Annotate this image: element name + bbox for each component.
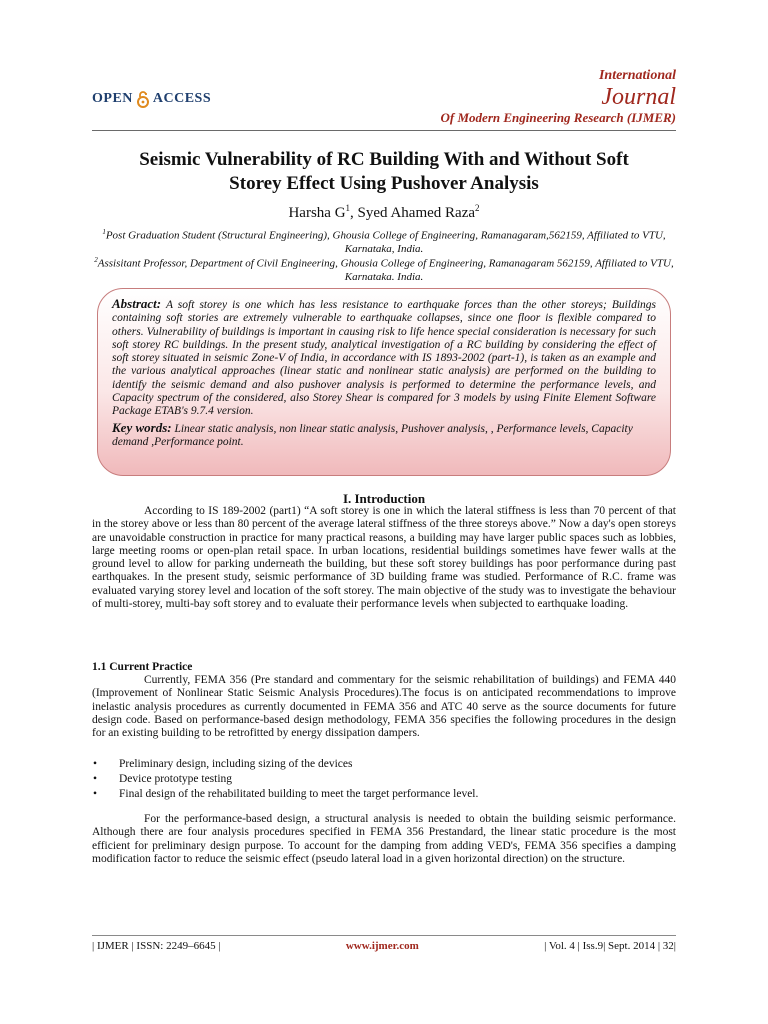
footer-rule xyxy=(92,935,676,936)
journal-line-international: International xyxy=(598,68,676,83)
page-footer xyxy=(92,940,676,952)
open-access-right: ACCESS xyxy=(152,91,212,106)
keywords-label: Key words: xyxy=(112,419,172,435)
affiliation-2-text: Assisitant Professor, Department of Civil Engineering, Ghousia College of Engineering, Ramanagaram 562159, Affiliated to VTU, Karnataka. India. xyxy=(97,257,674,283)
affiliation-1-text: Post Graduation Student (Structural Engineering), Ghousia College of Engineering, Ramanagaram,562159, Affiliated to VTU, Karnataka, India. xyxy=(105,229,666,255)
footer-website-link[interactable]: www.ijmer.com xyxy=(345,940,419,952)
journal-masthead xyxy=(441,68,676,126)
open-lock-icon xyxy=(136,90,150,108)
list-item: • Device prototype testing xyxy=(92,772,676,787)
affiliation-2 xyxy=(92,254,676,284)
abstract-text: A soft storey is one which has less resistance to earthquake forces than the other storeys; Buildings containing soft stories are extremely vulnerable to earthquake collapses, since one floor is flexible compared to others. Vulnerability of buildings is important in causing risk to life hence special consideration is necessary for such soft storey RC buildings. In the present study, analytical investigation of a RC building by considering the effect of soft storey situated in seismic Zone-V of India, in accordance with IS 1893-2002 (part-1), is taken as an example and the various analytical approaches (linear static and nonlinear static analysis) are performed on the building to identify the seismic demand and also pushover analysis is performed to determine the performance levels, and Capacity spectrum of the considered, also Storey Shear is compared for 3 models by using Finite Element Software Package ETAB's 9.7.4 version. xyxy=(112,299,656,418)
journal-line-journal: Journal xyxy=(601,84,676,110)
open-access-logo xyxy=(92,90,211,108)
list-item: • Final design of the rehabilitated building to meet the target performance level. xyxy=(92,787,676,802)
current-practice-paragraph: Currently, FEMA 356 (Pre standard and commentary for the seismic rehabilitation of buildings) and FEMA 440 (Improvement of Nonlinear Static Seismic Analysis Procedures).The focus is on anticipated recommendations to improve inelastic analysis procedures as currently documented in FEMA 356 and ATC 40 serve as the source documents for future design code. Based on performance-based design methodology, FEMA 356 specifies the following procedures in the design for an existing building to be retrofitted by energy dissipation dampers. xyxy=(92,674,676,740)
performance-design-paragraph: For the performance-based design, a structural analysis is needed to obtain the building seismic performance. Although there are four analysis procedures specified in FEMA 356 Prestandard, the linear static procedure is the most efficient for preliminary design purpose. To account for the damping from adding VED's, FEMA 356 specifies a damping modification factor to reduce the seismic effect (pseudo lateral load in a given horizontal direction) on the structure. xyxy=(92,813,676,865)
abstract-label: Abstract: xyxy=(112,296,162,311)
title-line-2: Storey Effect Using Pushover Analysis xyxy=(229,173,539,194)
intro-paragraph: According to IS 189-2002 (part1) “A soft storey is one in which the lateral stiffness is less than 70 percent of that in the storey above or less than 80 percent of the average lateral stiffness of the three storeys above.” Now a day's open storeys are unavoidable construction in practice for many practical reasons, a building may have larger public spaces such as lobbies, large meeting rooms or open-plan retail space. In urban locations, residential buildings sometimes have fewer walls at the ground level to allow for parking underneath the building, but these soft storey buildings has poor performance during past earthquakes. In the present study, seismic performance of 3D building frame was studied. Performance of R.C. frame was evaluated varying storey level and location of the soft storey. The main objective of the study was to investigate the behaviour of multi-storey, multi-bay soft storey and to evaluate their performance levels when subjected to earthquake loading. xyxy=(92,505,676,611)
abstract-box xyxy=(97,288,671,476)
title-line-1: Seismic Vulnerability of RC Building With and Without Soft xyxy=(139,149,629,170)
paper-title xyxy=(92,148,676,196)
author-2: Syed Ahamed Raza xyxy=(357,205,476,221)
keywords-paragraph xyxy=(112,421,656,450)
author-1: Harsha G xyxy=(288,205,346,221)
author-1-sup: 1 xyxy=(345,203,351,213)
author-separator: , xyxy=(350,205,358,221)
abstract-paragraph xyxy=(112,297,656,419)
journal-line-name: Of Modern Engineering Research (IJMER) xyxy=(440,110,676,125)
open-access-left: OPEN xyxy=(92,91,133,106)
header-rule xyxy=(92,130,676,131)
keywords-text: Linear static analysis, non linear static analysis, Pushover analysis, , Performance levels, Capacity demand ,Performance point. xyxy=(112,422,633,448)
footer-volume: | Vol. 4 | Iss.9| Sept. 2014 | 32| xyxy=(544,940,676,952)
affiliation-1-sup: 1 xyxy=(102,228,106,236)
section-heading-introduction: I. Introduction xyxy=(342,491,426,506)
authors xyxy=(92,203,676,222)
affiliation-2-sup: 2 xyxy=(94,256,98,264)
author-2-sup: 2 xyxy=(475,203,480,213)
list-item: • Preliminary design, including sizing of the devices xyxy=(92,757,676,772)
affiliation-1 xyxy=(92,226,676,256)
subsection-heading-current-practice: 1.1 Current Practice xyxy=(92,661,193,673)
footer-issn: | IJMER | ISSN: 2249–6645 | xyxy=(92,940,221,952)
procedure-list xyxy=(92,757,676,802)
